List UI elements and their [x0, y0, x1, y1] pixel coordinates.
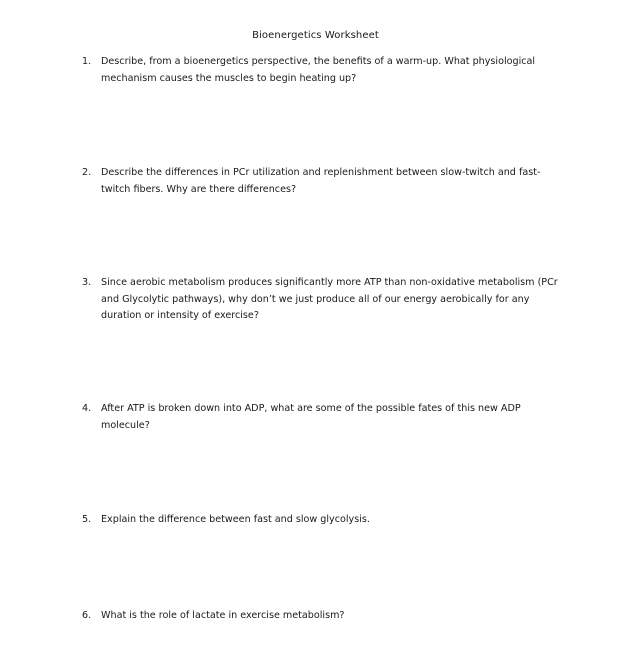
question-text: Explain the difference between fast and slow glycolysis. — [101, 514, 370, 525]
question-item — [82, 165, 562, 198]
question-item — [82, 54, 562, 87]
question-number: 3. — [82, 277, 92, 288]
question-item — [82, 608, 562, 625]
question-text: What is the role of lactate in exercise metabolism? — [101, 610, 345, 621]
page-title: Bioenergetics Worksheet — [252, 30, 379, 41]
question-number: 2. — [82, 167, 92, 178]
question-text: Describe, from a bioenergetics perspective, the benefits of a warm-up. What physiological mechanism causes the muscles to begin heating up? — [101, 56, 536, 84]
question-text: Since aerobic metabolism produces significantly more ATP than non-oxidative metabolism (PCr and Glycolytic pathways), why don’t we just produce all of our energy aerobically for any duration or intensity of exercise? — [101, 277, 558, 321]
question-number: 4. — [82, 403, 92, 414]
question-number: 5. — [82, 514, 92, 525]
question-text: Describe the differences in PCr utilization and replenishment between slow-twitch and fast-twitch fibers. Why are there differences? — [101, 167, 541, 195]
question-number: 1. — [82, 56, 92, 67]
question-item — [82, 401, 562, 434]
question-text: After ATP is broken down into ADP, what are some of the possible fates of this new ADP molecule? — [101, 403, 521, 431]
question-item — [82, 512, 562, 529]
question-number: 6. — [82, 610, 92, 621]
question-item — [82, 275, 562, 325]
